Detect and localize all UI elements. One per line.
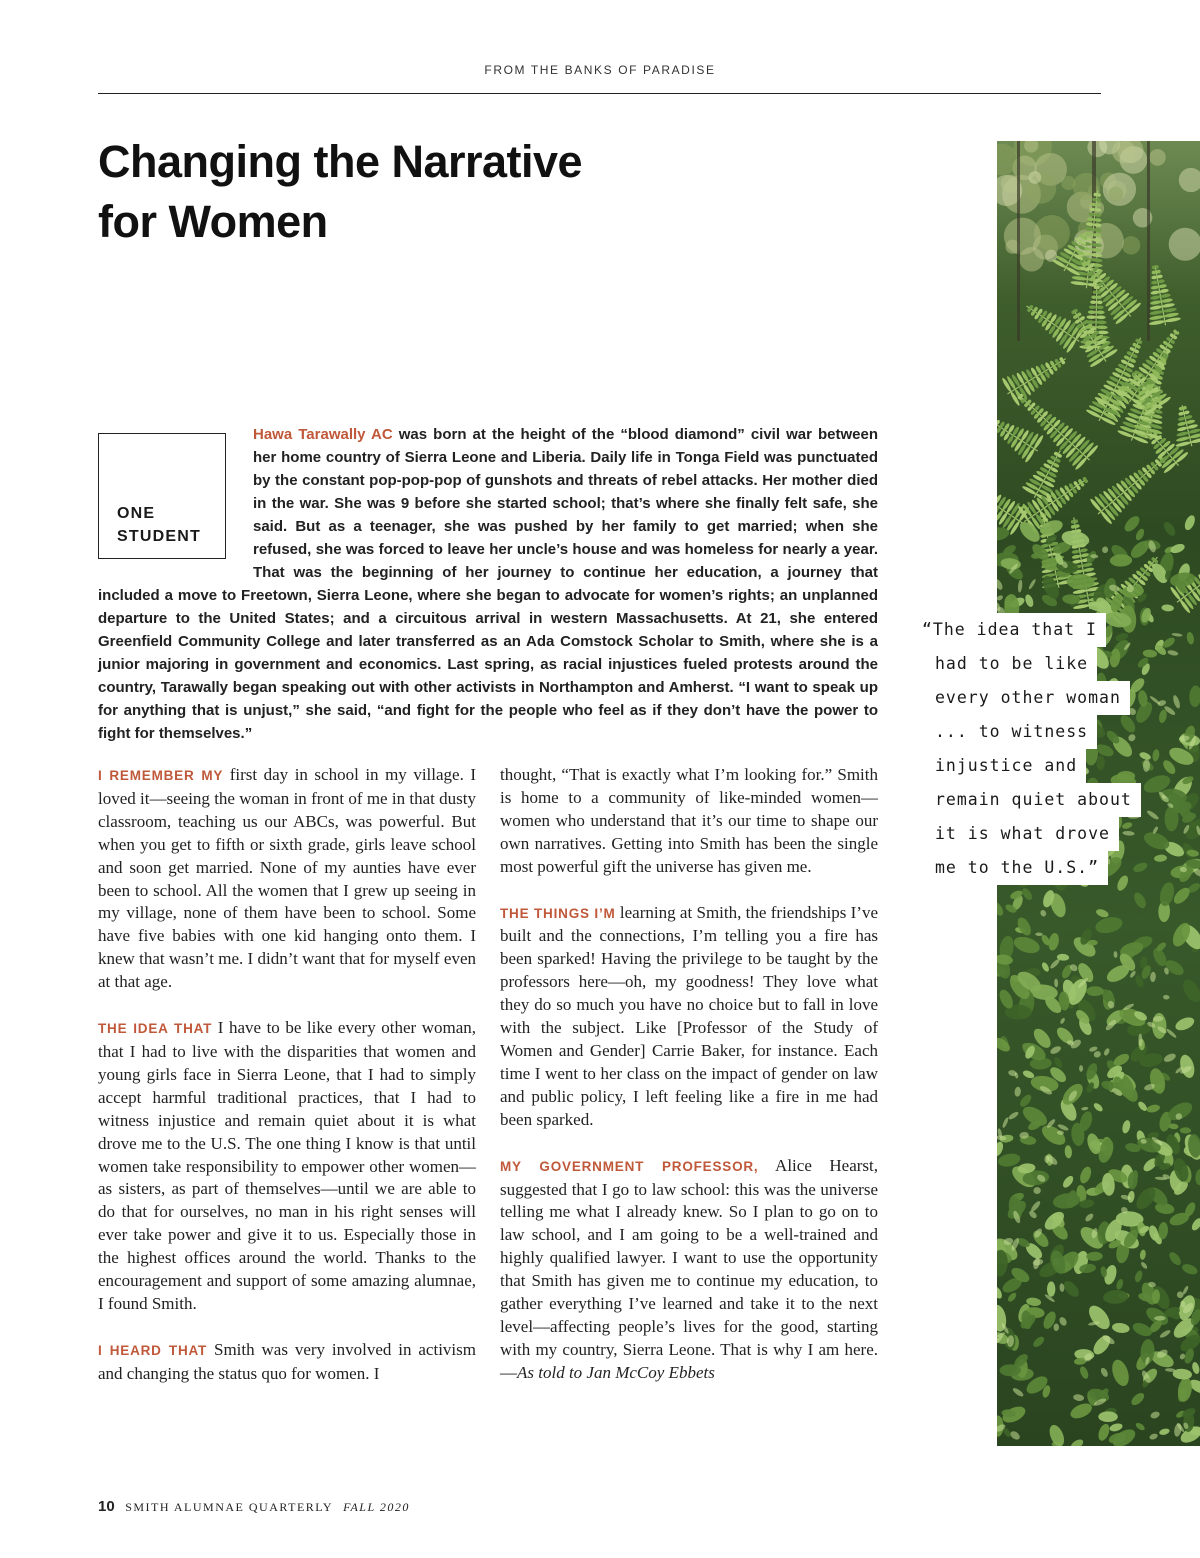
publication-name: SMITH ALUMNAE QUARTERLY [125,1500,333,1514]
page-footer [98,1498,410,1515]
pull-quote-line: every other woman [918,681,1130,715]
issue-date: FALL 2020 [343,1500,410,1514]
canopy-light [1122,236,1140,254]
article-title [98,132,718,252]
title-line-1: Changing the Narrative [98,136,583,187]
header-rule [98,93,1101,94]
paragraph-lead: MY GOVERNMENT PROFESSOR, [500,1158,759,1174]
pull-quote-line: ... to witness [918,715,1097,749]
pull-quote-line: remain quiet about [918,783,1141,817]
paragraph-text: learning at Smith, the friendships I’ve built and the connections, I’m telling you a fire has been sparked! Having the privilege to be taught by the professors here—oh, my goodness! They love what they do so much you have no choice but to fall in love with the subject. Like [Professor of the Study of Women and Gender] Carrie Baker, for instance. Each time I went to her class on the impact of gender on law and public policy, I left feeling like a fire in me had been sparked. [500,902,878,1129]
paragraph-text: I have to be like every other woman, that I had to live with the disparities that women and young girls face in Sierra Leone, that I had to simply accept harmful traditional practices, that I had to witness injustice and remain quiet about it is what drove me to the U.S. The one thing I know is that until women take responsibility to empower other women—as sisters, as part of themselves—until we are able to do that for ourselves, no man in his right senses will ever take power and give it to us. Especially those in the highest offices around the world. Thanks to the encouragement and support of some amazing alumnae, I found Smith. [98,1018,476,1313]
intro-paragraph [98,423,878,745]
pull-quote-line: injustice and [918,749,1086,783]
paragraph-text: first day in school in my village. I loved it—seeing the woman in front of me in that dusty classroom, teaching us our ABCs, was powerful. But when you get to fifth or sixth grade, girls leave school and soon get married. None of my aunties have ever been to school. All the women that I grew up seeing in my village, none of them have been to school. Some have five babies with one kid hanging onto them. I knew that wasn’t me. I didn’t want that for myself even at that age. [98,765,477,992]
paragraph-lead: THE IDEA THAT [98,1021,213,1037]
pull-quote-line: had to be like [918,647,1097,681]
body-paragraph [98,764,476,994]
intro-text: was born at the height of the “blood diamond” civil war between her home country of Sierra Leone and Liberia. Daily life in Tonga Field was punctuated by the constant pop-pop-pop of gunshots and threats of rebel attacks. Her mother died in the war. She was 9 before she started school; that’s where she finally felt safe, she said. But as a teenager, she was pushed by her family to get married; when she refused, she was forced to leave her uncle’s house and was homeless for nearly a year. That was the beginning of her journey to continue her education, a journey that included a move to Freetown, Sierra Leone, where she began to advocate for women’s rights; an unplanned departure to the United States; and a circuitous arrival in western Massachusetts. At 21, she entered Greenfield Community College and later transferred as an Ada Comstock Scholar to Smith, where she is a junior majoring in government and economics. Last spring, as racial injustices fueled protests around the country, Tarawally began speaking out with other activists in Northampton and Amherst. “I want to speak up for anything that is unjust,” she said, “and fight for the people who feel as if they don’t have the power to fight for themselves.” [98,426,878,742]
pull-quote-line: me to the U.S.” [918,851,1108,885]
paragraph-lead: THE THINGS I’M [500,905,616,921]
box-label-line-1: ONE [117,505,156,522]
paragraph-text-part-1: Smith was very involved in activism and changing the status quo for women. I [98,1339,476,1383]
body-column-1 [98,764,476,1409]
tree-trunk [1017,141,1020,341]
box-label-line-2: STUDENT [117,528,201,545]
body-paragraph-continued: thought, “That is exactly what I’m looking for.” Smith is home to a community of like-minded women—women who understand that it’s our time to shape our own narratives. Getting into Smith has been the single most powerful gift the universe has given me. [500,765,878,876]
body-paragraph [98,1017,476,1316]
canopy-light [1109,187,1124,202]
body-column-2 [500,764,878,1408]
groundcover-leaf [999,1364,1021,1376]
intro-spacer [98,423,253,578]
body-paragraph [98,1339,476,1386]
paragraph-lead: I REMEMBER MY [98,768,224,783]
canopy-light [1001,174,1019,192]
page-number: 10 [98,1498,115,1515]
body-paragraph [500,1155,878,1385]
groundcover-leaf [1086,986,1104,996]
author-credit: As told to Jan McCoy Ebbets [517,1362,715,1382]
pull-quote-line: “The idea that I [918,613,1106,647]
pull-quote [918,613,1188,885]
pull-quote-line: it is what drove [918,817,1119,851]
canopy-light [1028,171,1041,184]
paragraph-lead: I HEARD THAT [98,1342,208,1358]
paragraph-text: Alice Hearst, suggested that I go to law school: this was the universe telling me what I already knew. So I plan to go on to law school, and I am going to be a well-trained and highly qualified lawyer. I want to use the opportunity that Smith has given me to continue my education, to gather everything I’ve learned and take it to the next level—affecting people’s lives for the good, starting with my country, Sierra Leone. That is why I am here.— [500,1155,878,1382]
groundcover-leaf [1047,1281,1055,1296]
title-line-2: for Women [98,196,328,247]
running-head: FROM THE BANKS OF PARADISE [484,63,716,77]
canopy-light [1149,149,1166,166]
intro-name: Hawa Tarawally AC [253,426,393,443]
tree-trunk [1147,141,1150,341]
body-paragraph [500,902,878,1132]
